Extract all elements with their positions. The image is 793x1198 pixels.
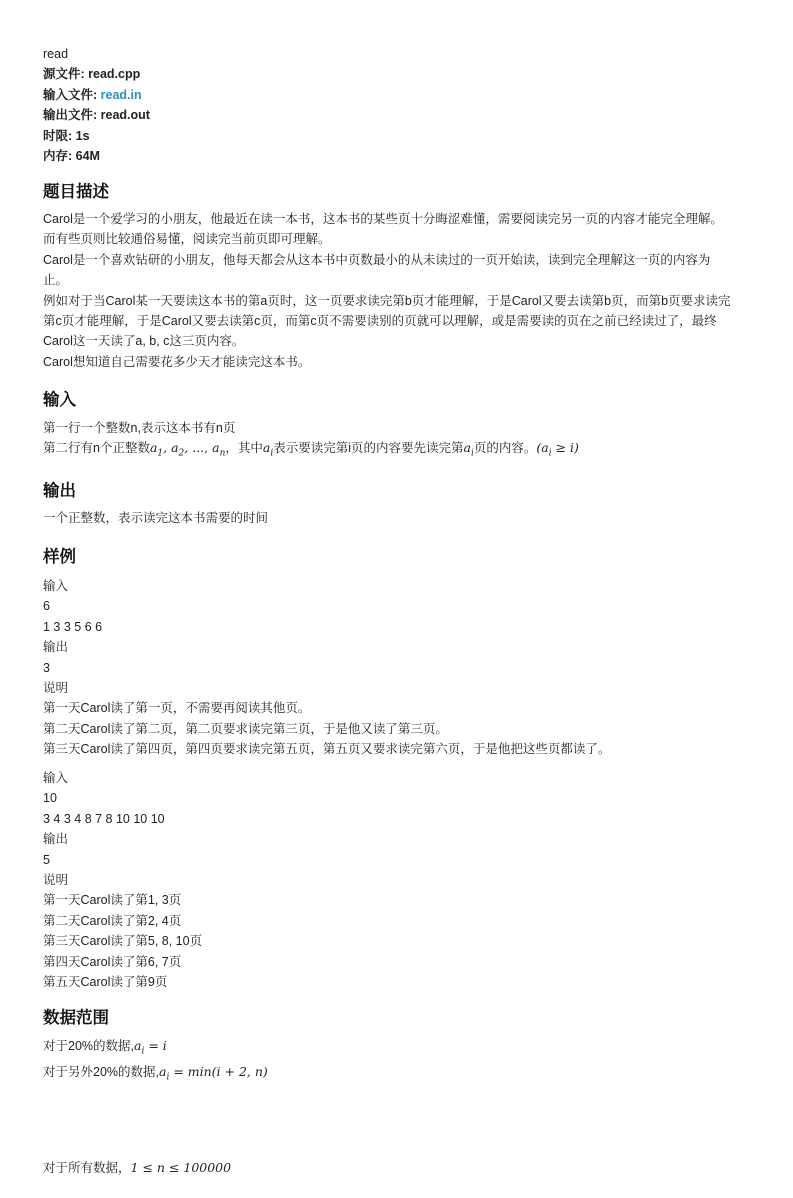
output-file-value: read.out [100,108,150,123]
sample-output-answer: 3 [43,660,50,675]
sample-input-seq: 1 3 3 5 6 6 [43,619,103,634]
description-line: 例如对于当Carol某一天要读这本书的第a页时，这一页要求读完第b页才能理解，于是Carol又要去读第b页，而第b页要求读完 [43,293,731,308]
description-line: Carol想知道自己需要花多少天才能读完这本书。 [43,354,311,369]
input-line-2: 第二行有n个正整数$a_1$, $a_2$, ..., $a_n$，其中$a_i$表示要读完第i页的内容要先读完第$a_i$页的内容。$(a_i \ge i)$ [43,440,579,459]
time-limit-line [43,126,150,146]
range-line-1: 对于20%的数据$,a_i = i$ [43,1038,167,1057]
description-line: Carol是一个爱学习的小朋友，他最近在读一本书，这本书的某些页十分晦涩难懂，需要阅读完另一页的内容才能完全理解。 [43,212,723,226]
input-line-1: 第一行一个整数n,表示这本书有n页 [43,421,236,435]
input-heading: 输入 [43,390,76,409]
sample-explain-line: 第二天Carol读了第二页，第二页要求读完第三页，于是他又读了第三页。 [43,721,448,736]
source-file-value: read.cpp [88,67,141,82]
source-file-line [43,64,150,84]
range-math: $a_i = \min(i + 2$, n) [159,1063,268,1083]
sample-2 [43,768,758,992]
description-line: 止。 [43,273,69,288]
memory-limit-value: 64M [75,149,100,164]
memory-limit-line [43,146,150,166]
ai-math: $a_i$ [463,440,474,459]
time-limit-value: 1s [75,128,90,143]
sample-explain-line: 第三天Carol读了第四页，第四页要求读完第五页，第五页又要求读完第六页，于是他把这些页都读了。 [43,742,611,757]
description-line: 而有些页则比较通俗易懂，阅读完当前页即可理解。 [43,232,331,247]
output-file-label: 输出文件: [43,108,101,123]
memory-limit-label: 内存: [43,149,76,164]
sample-input-label: 输入 [43,579,69,593]
sample-1 [43,576,758,760]
range-body-all [43,1158,758,1178]
description-body [43,209,758,372]
samples-heading: 样例 [43,547,76,566]
sample-explain-line: 第一天Carol读了第一页，不需要再阅读其他页。 [43,701,311,716]
description-line: Carol是一个喜欢钻研的小朋友，他每天都会从这本书中页数最小的从未读过的一页开始读，读到完全理解这一页的内容为 [43,252,711,267]
output-line-1: 一个正整数，表示读完这本书需要的时间 [43,511,269,525]
range-math: 1 ≤ n ≤ 100000 [130,1160,232,1175]
condition-math: $(a_i \ge i)$ [536,440,579,459]
description-line: Carol这一天读了a, b, c这三页内容。 [43,334,245,349]
output-heading: 输出 [43,481,76,500]
input-file-link[interactable]: read.in [100,87,142,102]
description-heading: 题目描述 [43,182,109,201]
sample-explain-line: 第四天Carol读了第6, 7页 [43,954,182,969]
sample-output-label: 输出 [43,832,69,847]
ai-math: $a_i$ [262,440,274,459]
range-body [43,1036,758,1088]
source-file-label: 源文件: [43,67,89,82]
sample-explain-line: 第一天Carol读了第1, 3页 [43,893,182,908]
output-file-line [43,105,150,125]
sample-input-seq: 3 4 3 4 8 7 8 10 10 10 [43,811,165,826]
range-math: $a_i = i$ [134,1038,167,1057]
sample-output-answer: 5 [43,852,50,867]
sample-output-label: 输出 [43,640,69,655]
sample-explain-label: 说明 [43,681,69,696]
range-line-3: 对于所有数据，1 ≤ n ≤ 100000 [43,1160,232,1175]
output-body [43,508,758,528]
description-line: 第c页才能理解，于是Carol又要去读第c页，而第c页不需要读别的页就可以理解，或是需要读的页在之前已经读过了，最终 [43,314,717,329]
input-body [43,418,758,464]
sample-input-label: 输入 [43,771,69,785]
sample-input-n: 6 [43,599,50,614]
sample-explain-line: 第五天Carol读了第9页 [43,975,168,990]
input-file-label: 输入文件: [43,87,101,102]
sample-explain-line: 第三天Carol读了第5, 8, 10页 [43,934,203,949]
range-line-2: 对于另外20%的数据$,a_i = \min(i + 2$, n) [43,1063,268,1083]
sample-explain-label: 说明 [43,873,69,888]
time-limit-label: 时限: [43,128,76,143]
problem-name: read [43,47,69,61]
sample-input-n: 10 [43,791,57,806]
sample-explain-line: 第二天Carol读了第2, 4页 [43,913,182,928]
problem-meta [43,44,150,166]
input-file-line [43,85,150,105]
sequence-math: $a_1$, $a_2$, ..., $a_n$ [149,440,226,459]
range-heading: 数据范围 [43,1008,109,1027]
